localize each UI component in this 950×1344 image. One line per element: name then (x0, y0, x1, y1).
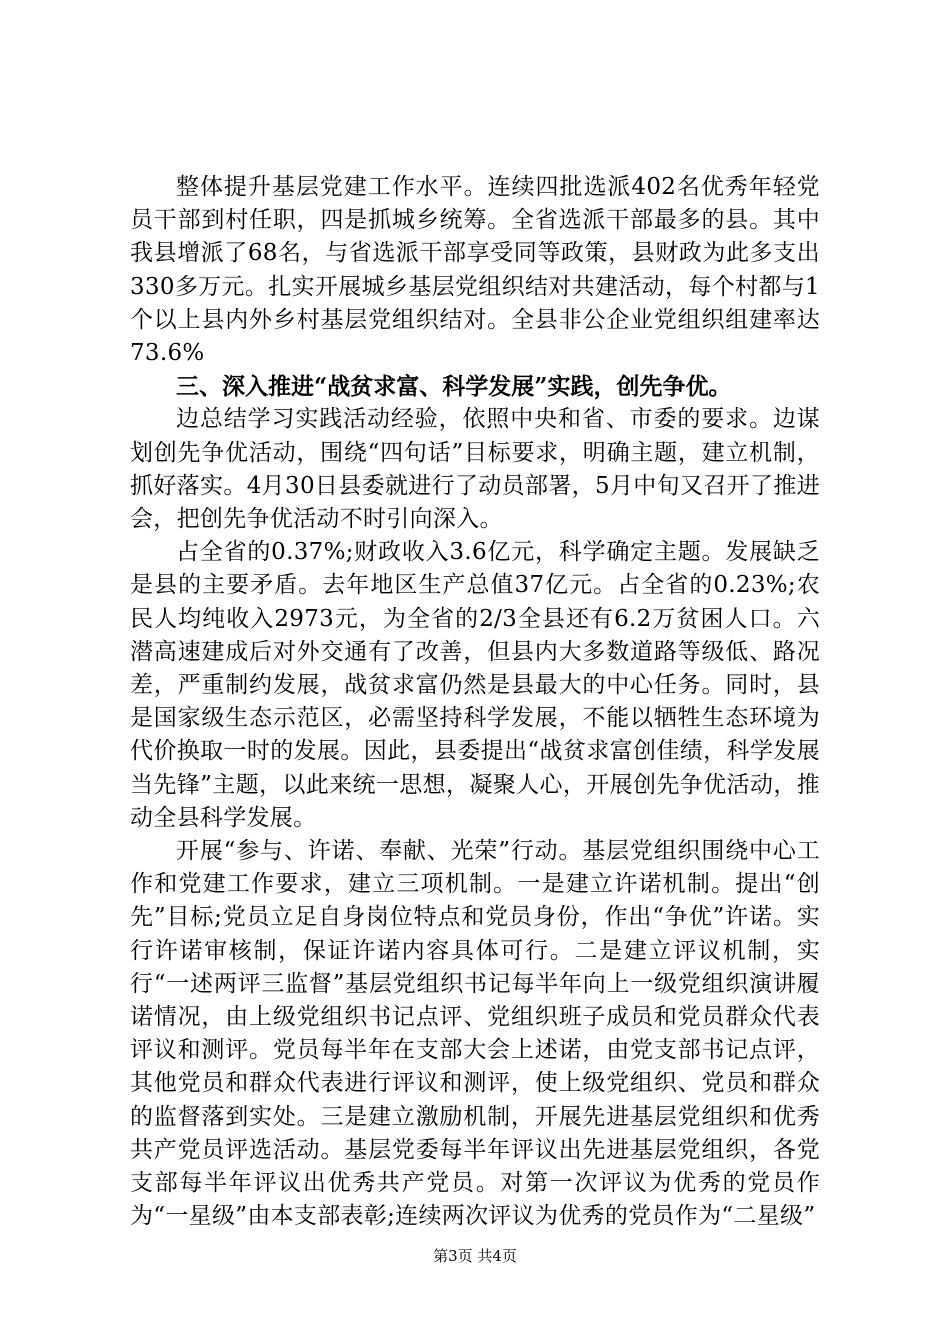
section-heading: 三、深入推进“战贫求富、科学发展”实践，创先争优。 (176, 373, 732, 401)
document-body (130, 171, 820, 1234)
paragraph-3: 占全省的0.37%;财政收入3.6亿元，科学确定主题。发展缺乏是县的主要矛盾。去年地区生产总值37亿元。占全省的0.23%;农民人均纯收入2973元，为全省的2/3全县还有6.2万贫困人口。六潜高速建成后对外交通有了改善，但县内大多数道路等级低、路况差，严重制约发展，战贫求富仍然是县最大的中心任务。同时，县是国家级生态示范区，必需坚持科学发展，不能以牺牲生态环境为代价换取一时的发展。因此，县委提出“战贫求富创佳绩，科学发展当先锋”主题，以此来统一思想，凝聚人心，开展创先争优活动，推动全县科学发展。 (130, 539, 820, 831)
paragraph-2: 边总结学习实践活动经验，依照中央和省、市委的要求。边谋划创先争优活动，围绕“四句话”目标要求，明确主题，建立机制，抓好落实。4月30日县委就进行了动员部署，5月中旬又召开了推进会，把创先争优活动不时引向深入。 (130, 406, 820, 533)
page-number-footer: 第3页 共4页 (433, 1247, 517, 1265)
paragraph-4: 开展“参与、许诺、奉献、光荣”行动。基层党组织围绕中心工作和党建工作要求，建立三项机制。一是建立许诺机制。提出“创先”目标;党员立足自身岗位特点和党员身份，作出“争优”许诺。实行许诺审核制，保证许诺内容具体可行。二是建立评议机制，实行“一述两评三监督”基层党组织书记每半年向上一级党组织演讲履诺情况，由上级党组织书记点评、党组织班子成员和党员群众代表评议和测评。党员每半年在支部大会上述诺，由党支部书记点评，其他党员和群众代表进行评议和测评，使上级党组织、党员和群众的监督落到实处。三是建立激励机制，开展先进基层党组织和优秀共产党员评选活动。基层党委每半年评议出先进基层党组织，各党支部每半年评议出优秀共产党员。对第一次评议为优秀的党员作为“一星级”由本支部表彰;连续两次评议为优秀的党员作为“二星级” (130, 838, 820, 1230)
paragraph-1: 整体提升基层党建工作水平。连续四批选派402名优秀年轻党员干部到村任职，四是抓城乡统筹。全省选派干部最多的县。其中我县增派了68名，与省选派干部享受同等政策，县财政为此多支出330多万元。扎实开展城乡基层党组织结对共建活动，每个村都与1个以上县内外乡村基层党组织结对。全县非公企业党组织组建率达73.6% (130, 174, 820, 367)
